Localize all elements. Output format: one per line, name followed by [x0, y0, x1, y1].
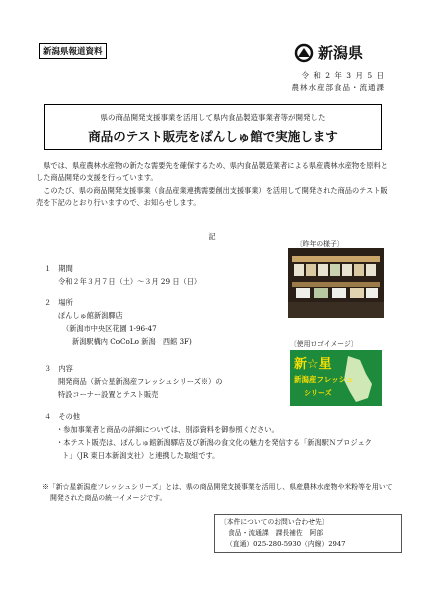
- contact-phone: （直通）025-280-5930（内線）2947: [226, 540, 346, 548]
- intro-paragraph-2: このたび、県の商品開発支援事業（食品産業連携需要創出支援事業）を活用して開発された商品のテスト販売を下記のとおり行いますので、お知らせします。: [36, 186, 388, 207]
- release-date: 令 和 2 年 3 月 5 日: [301, 71, 385, 80]
- period-heading: １ 期間: [44, 264, 73, 273]
- sticker-line-2: 新潟産フレッシュ: [294, 375, 354, 384]
- section-other: [44, 410, 382, 462]
- content-line-2: 特設コーナー設置とテスト販売: [58, 390, 159, 399]
- title-box: [44, 104, 382, 150]
- press-release-tag: 新潟県報道資料: [39, 43, 107, 59]
- last-year-photo: [288, 248, 384, 318]
- ki-heading: 記: [208, 232, 216, 241]
- period-body: 令和２年３月７日（土）～３月 29 日（日）: [58, 277, 202, 286]
- place-line-1: ぽんしゅ館新潟驛店: [58, 311, 123, 320]
- sticker-line-3: シリーズ: [304, 389, 332, 397]
- subtitle: 県の商品開発支援事業を活用して県内食品製造事業者等が開発した: [100, 113, 326, 122]
- photo-caption: 〔昨年の様子〕: [296, 240, 344, 248]
- other-item-1: ・参加事業者と商品の詳細については、別添資料を御参照ください。: [56, 425, 279, 434]
- footnote: ※「新☆星新潟産フレッシュシリーズ」とは、県の商品開発支援事業を活用し、県産農林水産物や米粉等を用いて開発された商品の統一イメージです。: [42, 483, 393, 502]
- niigata-emblem-icon: [294, 43, 314, 63]
- contact-person: 食品・流通課 課長補佐 阿部: [228, 529, 324, 537]
- place-line-3: 新潟駅構内 CoCoLo 新潟 西館 3F): [72, 337, 192, 346]
- content-line-1: 開発商品（新☆星新潟産フレッシュシリーズ※）の: [58, 377, 223, 386]
- section-content: [44, 362, 222, 401]
- logo-caption: 〔使用ロゴイメージ〕: [290, 340, 358, 348]
- sticker-brand: 新☆星: [294, 357, 332, 372]
- place-heading: ２ 場所: [44, 298, 73, 307]
- content-heading: ３ 内容: [44, 364, 73, 373]
- intro-paragraph-1: 県では、県産農林水産物の新たな需要先を確保するため、県内食品製造業者による県産農林水産物を原料とした商品開発の支援を行っています。: [36, 161, 388, 182]
- section-period: [44, 262, 201, 288]
- shinboshi-logo-sticker: [290, 350, 382, 406]
- section-place: [44, 296, 192, 348]
- contact-title: 〔本件についてのお問い合わせ先〕: [220, 518, 329, 526]
- contact-box: [214, 514, 402, 553]
- other-item-2: ・本テスト販売は、ぽんしゅ館新潟驛店及び新潟の食文化の魅力を発信する「新潟駅Ｎプロジェクト」（JR 東日本新潟支社）と連携した取組です。: [56, 438, 372, 460]
- logo-name: 新潟県: [318, 44, 364, 62]
- prefecture-logo: [294, 42, 363, 63]
- date-block: [292, 70, 386, 94]
- place-line-2: （新潟市中央区花園 1-96-47: [62, 324, 157, 333]
- main-title: 商品のテスト販売をぽんしゅ館で実施します: [88, 129, 338, 144]
- other-heading: ４ その他: [44, 412, 80, 421]
- department: 農林水産部食品・流通課: [291, 83, 385, 92]
- store-shelf-image: [288, 248, 384, 318]
